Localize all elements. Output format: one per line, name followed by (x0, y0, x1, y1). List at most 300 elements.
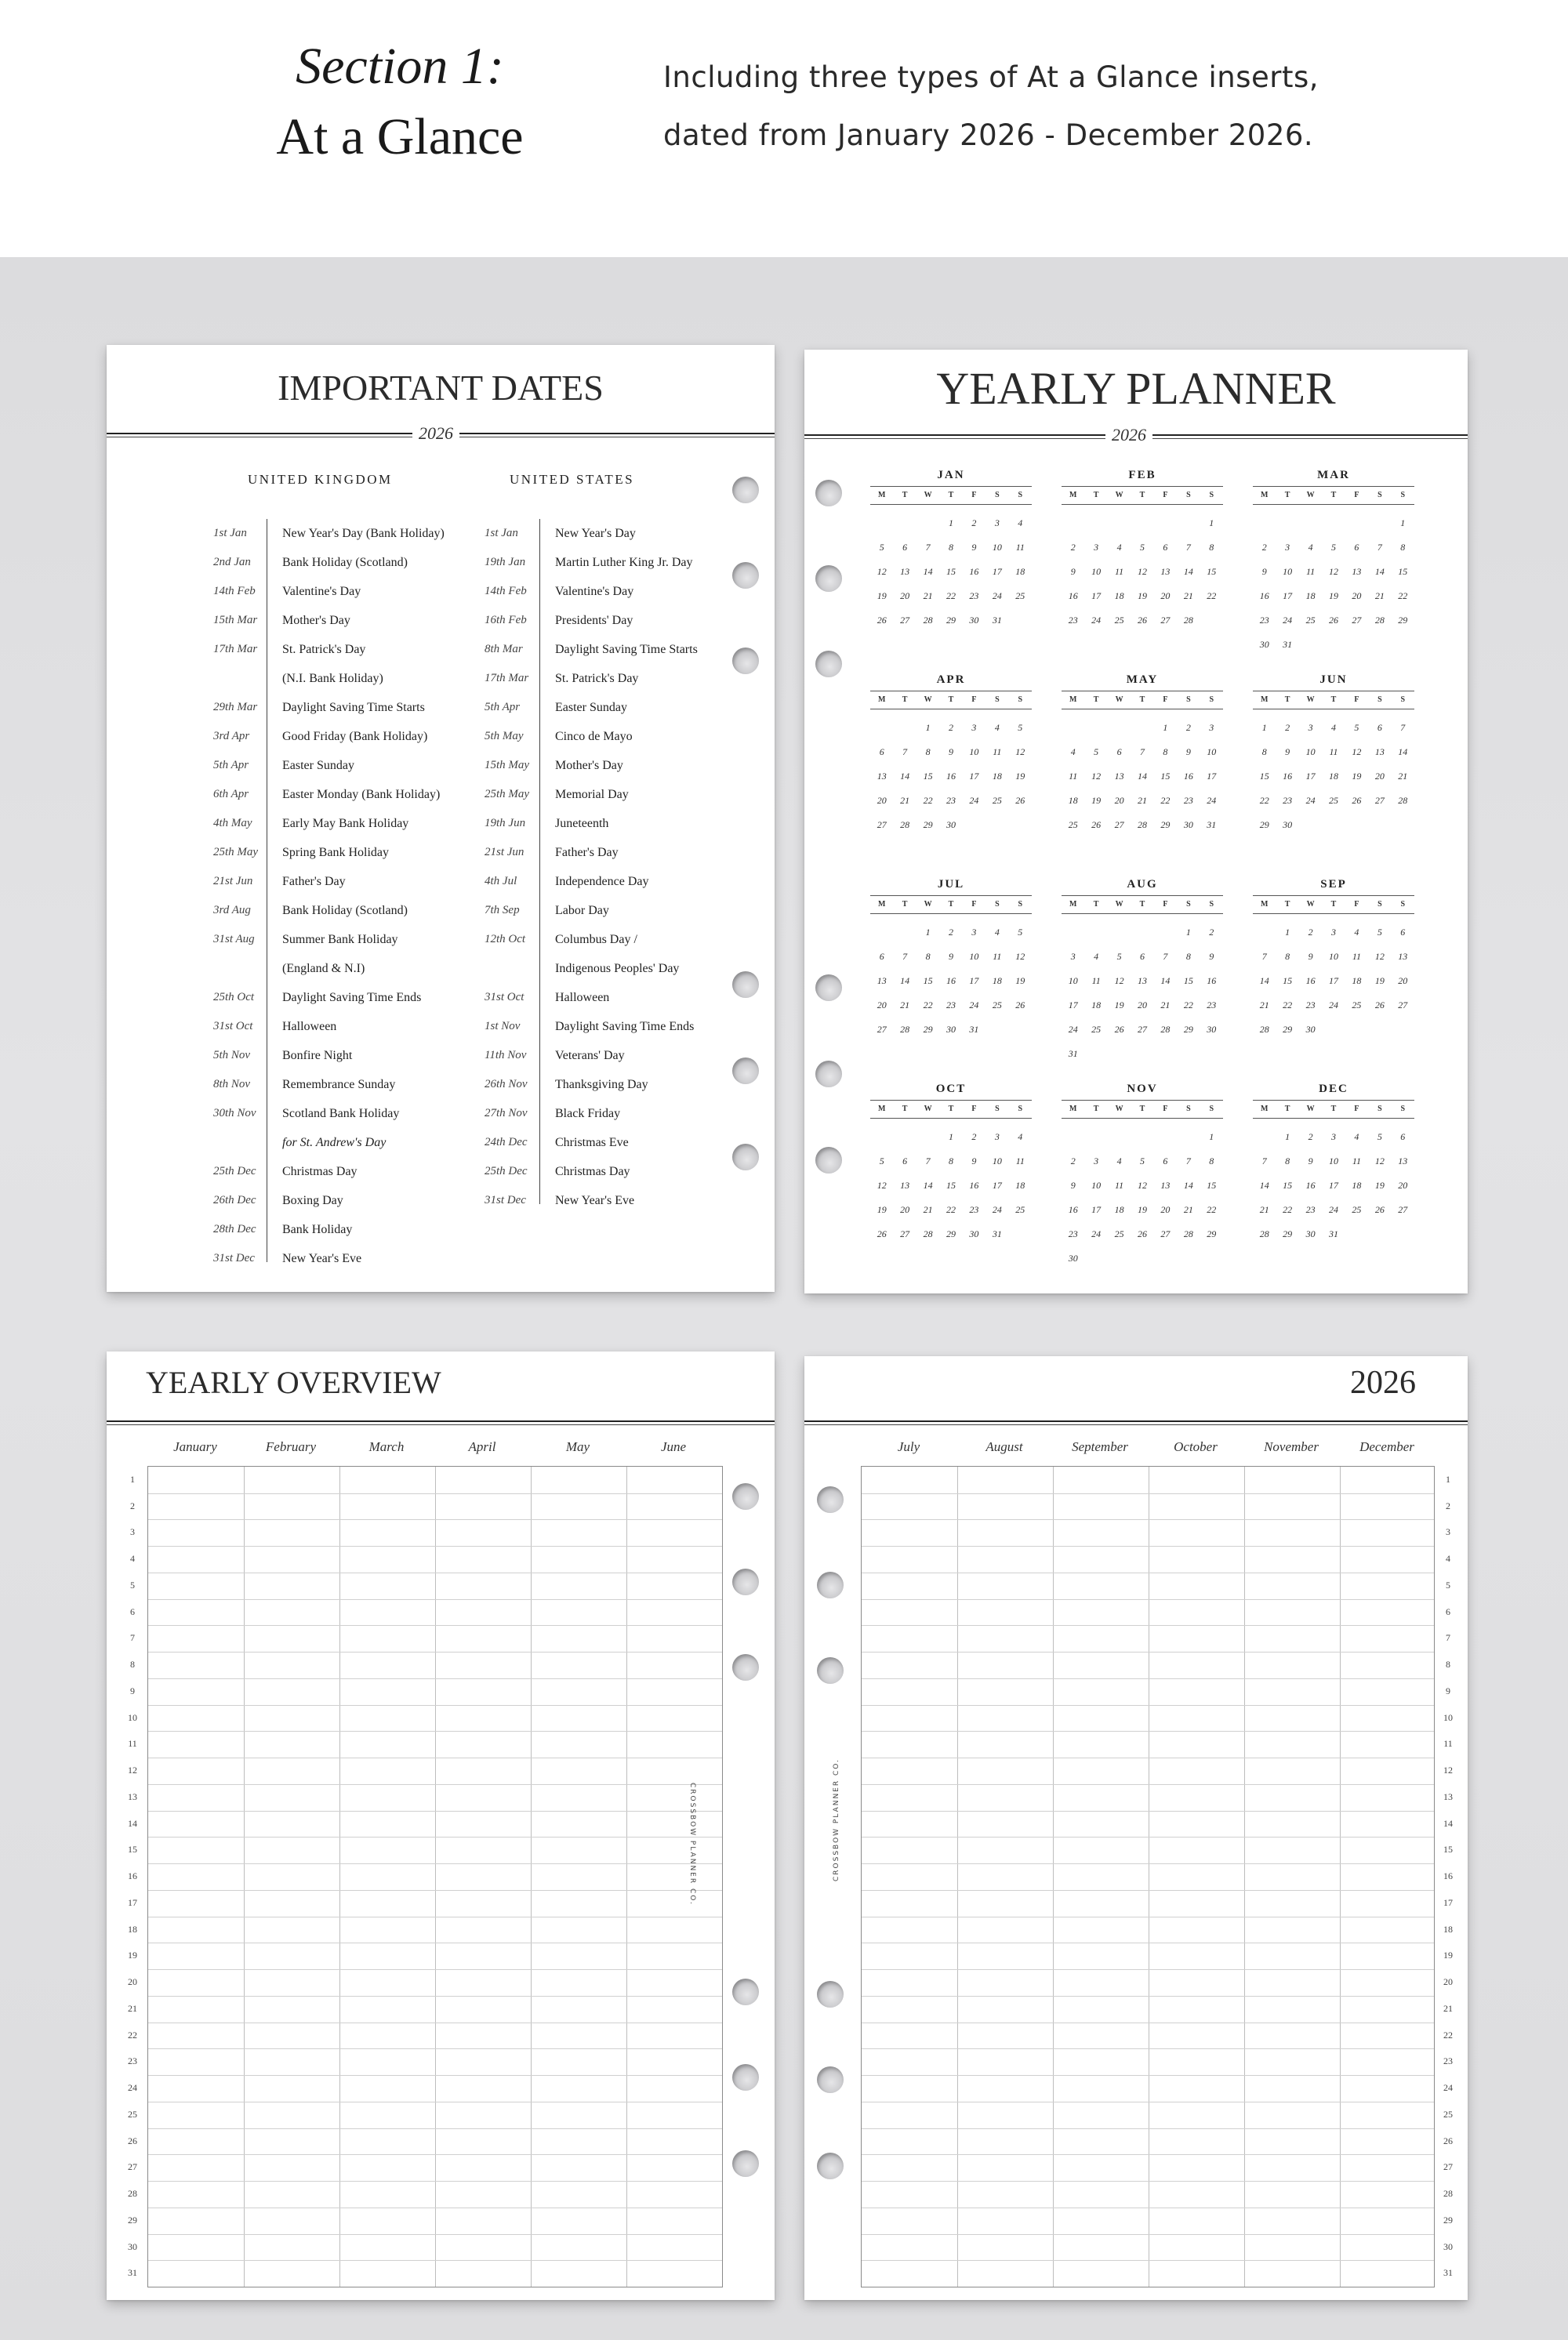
day-number: 28 (900, 819, 910, 830)
event-name: Cinco de Mayo (555, 730, 633, 743)
row-number: 20 (128, 1976, 137, 1988)
day-number: 18 (1114, 1204, 1124, 1215)
day-number: 15 (1183, 975, 1193, 986)
event-name: Early May Bank Holiday (282, 817, 409, 830)
day-number: 17 (1328, 975, 1338, 986)
date-text: 12th Oct (485, 933, 526, 945)
day-number: 12 (1374, 1155, 1385, 1166)
day-number: 28 (1259, 1024, 1269, 1035)
weekday-label: W (1115, 491, 1123, 499)
page-title: 2026 (1350, 1365, 1416, 1401)
grid-row-line (862, 1625, 1434, 1626)
day-number: 29 (1207, 1228, 1217, 1239)
section-name: At a Glance (276, 108, 524, 165)
us-date-row (485, 1070, 720, 1099)
day-number: 16 (1068, 590, 1078, 601)
grid-column-line (435, 1467, 436, 2287)
grid-row-line (148, 1546, 722, 1547)
day-number: 21 (1259, 1204, 1269, 1215)
row-number: 30 (128, 2240, 137, 2252)
day-number: 25 (1352, 999, 1362, 1010)
weekday-header (1062, 895, 1223, 914)
us-date-row (485, 1186, 720, 1215)
day-number: 4 (994, 722, 1000, 733)
day-number: 10 (992, 1155, 1002, 1166)
date-text: 17th Mar (213, 643, 258, 655)
day-number: 31 (992, 1228, 1002, 1239)
day-number: 9 (971, 542, 977, 553)
event-name: Bank Holiday (Scotland) (282, 904, 408, 917)
day-grid (870, 505, 1032, 633)
us-date-row (485, 809, 720, 838)
day-number: 4 (1070, 746, 1076, 757)
weekday-label: S (1186, 491, 1191, 499)
event-name: New Year's Eve (555, 1194, 635, 1207)
date-text: 4th May (213, 817, 252, 829)
row-number: 2 (130, 1500, 135, 1511)
day-blank (1084, 511, 1107, 535)
day-number: 29 (1398, 615, 1408, 626)
uk-date-row (213, 664, 472, 693)
day-number: 10 (969, 746, 979, 757)
grid-row-line (862, 1890, 1434, 1891)
row-number: 21 (128, 2002, 137, 2014)
date-text: 15th Mar (213, 614, 258, 626)
day-blank (1131, 920, 1153, 945)
weekday-header (1062, 486, 1223, 505)
day-blank (1253, 1125, 1276, 1149)
day-number: 7 (1139, 746, 1145, 757)
date-text: 25th Dec (213, 1165, 256, 1177)
day-number: 19 (1015, 771, 1025, 782)
day-number: 8 (948, 1155, 953, 1166)
day-number: 2 (1209, 927, 1214, 938)
date-text: 31st Oct (213, 1020, 253, 1032)
weekday-label: F (971, 491, 977, 499)
event-name: Summer Bank Holiday (282, 933, 398, 946)
day-number: 7 (902, 746, 908, 757)
weekday-label: S (1377, 1105, 1382, 1113)
row-number: 15 (128, 1844, 137, 1856)
day-number: 24 (969, 999, 979, 1010)
day-number: 9 (1185, 746, 1191, 757)
date-text: 5th Apr (485, 701, 521, 713)
title-rule-thin (107, 1424, 775, 1425)
row-number: 12 (1443, 1765, 1453, 1776)
day-number: 11 (993, 951, 1002, 962)
day-number: 23 (946, 795, 956, 806)
event-name: Indigenous Peoples' Day (555, 962, 680, 975)
description-line-1: Including three types of At a Glance inserts, (663, 60, 1319, 94)
day-number: 18 (992, 771, 1002, 782)
day-number: 25 (1305, 615, 1316, 626)
day-number: 14 (1398, 746, 1408, 757)
day-number: 16 (969, 566, 979, 577)
row-number: 1 (130, 1474, 135, 1485)
date-text: 28th Dec (213, 1223, 256, 1235)
date-text: 31st Dec (485, 1194, 526, 1206)
day-number: 31 (969, 1024, 979, 1035)
day-number: 30 (1259, 639, 1269, 650)
day-number: 31 (1328, 1228, 1338, 1239)
grid-row-line (862, 1519, 1434, 1520)
ring-hole (732, 2064, 759, 2091)
day-number: 19 (877, 1204, 887, 1215)
day-blank (1062, 511, 1084, 535)
weekday-label: S (1209, 1105, 1214, 1113)
day-number: 30 (969, 1228, 979, 1239)
day-number: 13 (1398, 951, 1408, 962)
day-number: 1 (925, 722, 931, 733)
event-name: Remembrance Sunday (282, 1078, 396, 1091)
day-number: 12 (1137, 566, 1147, 577)
event-name: Good Friday (Bank Holiday) (282, 730, 428, 743)
day-grid (1062, 709, 1223, 837)
day-number: 21 (923, 590, 933, 601)
us-date-row (485, 1041, 720, 1070)
month-header: August (985, 1439, 1023, 1454)
ring-hole (732, 477, 759, 503)
day-number: 14 (923, 566, 933, 577)
month-header: October (1174, 1439, 1218, 1454)
grid-row-line (862, 1784, 1434, 1785)
day-number: 24 (992, 590, 1002, 601)
grid-row-line (148, 1493, 722, 1494)
uk-date-row (213, 1128, 472, 1157)
weekday-label: T (948, 695, 954, 704)
day-number: 17 (992, 566, 1002, 577)
day-number: 26 (1137, 615, 1147, 626)
weekday-label: F (971, 1105, 977, 1113)
weekday-label: S (1186, 1105, 1191, 1113)
uk-date-row (213, 1041, 472, 1070)
day-number: 11 (1015, 542, 1025, 553)
uk-date-row (213, 780, 472, 809)
day-number: 26 (877, 615, 887, 626)
month-name: FEB (1128, 469, 1156, 481)
day-number: 23 (1259, 615, 1269, 626)
day-number: 11 (1329, 746, 1338, 757)
weekday-label: T (1139, 1105, 1145, 1113)
date-text: 25th May (213, 846, 259, 858)
day-number: 30 (969, 615, 979, 626)
row-number: 31 (128, 2267, 137, 2279)
weekday-label: T (902, 1105, 908, 1113)
day-number: 8 (1285, 951, 1290, 962)
day-number: 7 (1377, 542, 1382, 553)
day-blank (916, 1125, 939, 1149)
day-blank (1062, 716, 1084, 740)
date-text: 1st Nov (485, 1020, 521, 1032)
day-number: 4 (1354, 1131, 1359, 1142)
us-date-row (485, 896, 720, 925)
grid-row-line (148, 1599, 722, 1600)
date-text: 27th Nov (485, 1107, 528, 1119)
weekday-label: W (924, 491, 932, 499)
us-date-row (485, 867, 720, 896)
grid-row-line (862, 2234, 1434, 2235)
event-name: Daylight Saving Time Ends (555, 1020, 695, 1033)
day-number: 25 (992, 795, 1002, 806)
event-name: New Year's Day (Bank Holiday) (282, 527, 445, 540)
weekday-label: T (1284, 1105, 1290, 1113)
us-date-row (485, 635, 720, 664)
day-number: 13 (1374, 746, 1385, 757)
ring-hole (732, 2150, 759, 2177)
day-number: 11 (1352, 1155, 1361, 1166)
day-number: 21 (923, 1204, 933, 1215)
weekday-label: F (971, 695, 977, 704)
day-number: 15 (946, 1180, 956, 1191)
grid-row-line (862, 2260, 1434, 2261)
ring-hole (817, 1486, 844, 1513)
day-number: 30 (1283, 819, 1293, 830)
date-text: 8th Nov (213, 1078, 251, 1090)
month-name: NOV (1127, 1083, 1158, 1095)
day-blank (1154, 920, 1177, 945)
day-number: 17 (1091, 590, 1102, 601)
ring-hole (732, 1654, 759, 1681)
grid-row-line (148, 1625, 722, 1626)
date-text: 14th Feb (485, 585, 527, 597)
weekday-label: T (1093, 491, 1099, 499)
day-number: 14 (1259, 975, 1269, 986)
weekday-label: F (1163, 491, 1168, 499)
row-number: 24 (1443, 2082, 1453, 2094)
row-number: 27 (1443, 2161, 1453, 2173)
weekday-label: S (1018, 491, 1023, 499)
grid-row-line (862, 1731, 1434, 1732)
grid-row-line (148, 1811, 722, 1812)
day-blank (1154, 1125, 1177, 1149)
day-number: 19 (1137, 1204, 1147, 1215)
day-number: 19 (1091, 795, 1102, 806)
day-number: 21 (1374, 590, 1385, 601)
grid-column-line (531, 1467, 532, 2287)
day-number: 3 (971, 927, 977, 938)
event-name: Black Friday (555, 1107, 621, 1120)
day-number: 26 (1015, 795, 1025, 806)
event-name: St. Patrick's Day (282, 643, 366, 656)
row-number: 29 (1443, 2214, 1453, 2226)
grid-row-line (862, 1652, 1434, 1653)
day-number: 10 (1328, 1155, 1338, 1166)
day-number: 20 (877, 795, 887, 806)
day-number: 8 (1209, 542, 1214, 553)
day-number: 28 (1374, 615, 1385, 626)
day-number: 15 (923, 975, 933, 986)
day-number: 9 (971, 1155, 977, 1166)
event-name: Christmas Day (282, 1165, 358, 1178)
day-blank (1108, 920, 1131, 945)
weekday-label: S (995, 900, 1000, 909)
ring-hole (815, 651, 842, 677)
day-grid (870, 709, 1032, 837)
uk-date-row (213, 1215, 472, 1244)
day-number: 11 (1069, 771, 1078, 782)
day-number: 27 (900, 615, 910, 626)
day-number: 3 (1330, 1131, 1336, 1142)
day-number: 1 (1185, 927, 1191, 938)
month-name: JUL (937, 878, 965, 891)
uk-date-row (213, 519, 472, 548)
weekday-label: W (924, 1105, 932, 1113)
row-number: 17 (128, 1896, 137, 1908)
day-number: 19 (1114, 999, 1124, 1010)
us-date-row (485, 1099, 720, 1128)
day-number: 6 (902, 542, 908, 553)
day-number: 7 (1400, 722, 1406, 733)
event-name: Presidents' Day (555, 614, 633, 627)
day-number: 18 (1352, 975, 1362, 986)
event-name: Martin Luther King Jr. Day (555, 556, 693, 569)
weekday-label: S (1400, 695, 1406, 704)
day-number: 6 (1400, 927, 1406, 938)
row-number: 21 (1443, 2002, 1453, 2014)
day-number: 18 (1091, 999, 1102, 1010)
day-number: 22 (1398, 590, 1408, 601)
day-number: 28 (923, 1228, 933, 1239)
day-number: 17 (1328, 1180, 1338, 1191)
date-text: 30th Nov (213, 1107, 256, 1119)
day-number: 2 (1070, 542, 1076, 553)
month-name: MAR (1317, 469, 1350, 481)
day-number: 20 (1160, 590, 1171, 601)
day-number: 5 (1354, 722, 1359, 733)
day-blank (1062, 920, 1084, 945)
day-blank (1154, 511, 1177, 535)
ring-hole (817, 1981, 844, 2008)
day-number: 6 (879, 951, 884, 962)
day-blank (1108, 511, 1131, 535)
row-number: 11 (128, 1738, 137, 1750)
uk-heading: UNITED KINGDOM (248, 472, 393, 487)
section-number: Section 1: (296, 38, 504, 95)
month-header: November (1264, 1439, 1319, 1454)
weekday-header (1253, 486, 1414, 505)
day-number: 26 (1374, 1204, 1385, 1215)
us-date-row (485, 519, 720, 548)
day-number: 26 (1114, 1024, 1124, 1035)
uk-date-row (213, 751, 472, 780)
day-number: 21 (900, 795, 910, 806)
day-number: 12 (1137, 1180, 1147, 1191)
day-number: 29 (946, 1228, 956, 1239)
weekday-label: M (1069, 695, 1077, 704)
day-grid (1253, 914, 1414, 1042)
day-number: 8 (948, 542, 953, 553)
month-calendar (1253, 873, 1414, 1042)
weekday-label: S (1186, 695, 1191, 704)
day-grid (1253, 1119, 1414, 1246)
day-number: 4 (1116, 542, 1122, 553)
month-header: May (565, 1439, 590, 1454)
day-number: 21 (1137, 795, 1147, 806)
day-number: 25 (1114, 615, 1124, 626)
day-number: 15 (1207, 566, 1217, 577)
day-blank (870, 1125, 893, 1149)
day-number: 1 (1163, 722, 1168, 733)
us-date-row (485, 838, 720, 867)
month-header: March (368, 1439, 405, 1454)
row-number: 3 (1446, 1526, 1450, 1538)
month-name: APR (936, 673, 966, 686)
day-number: 3 (1094, 1155, 1099, 1166)
weekday-label: W (1306, 1105, 1315, 1113)
brand-mark: CROSSBOW PLANNER CO. (833, 1758, 840, 1881)
day-number: 8 (925, 746, 931, 757)
row-number: 9 (1446, 1685, 1450, 1696)
us-date-row (485, 983, 720, 1012)
uk-date-row (213, 1186, 472, 1215)
day-number: 29 (946, 615, 956, 626)
day-number: 27 (1160, 615, 1171, 626)
ring-hole (732, 1483, 759, 1510)
day-number: 3 (994, 517, 1000, 528)
day-number: 16 (1259, 590, 1269, 601)
day-number: 4 (1094, 951, 1099, 962)
date-text: 24th Dec (485, 1136, 528, 1148)
day-number: 31 (992, 615, 1002, 626)
day-number: 14 (900, 975, 910, 986)
day-number: 11 (1115, 1180, 1124, 1191)
month-calendar (1062, 1078, 1223, 1271)
day-blank (1084, 716, 1107, 740)
weekday-label: S (1186, 900, 1191, 909)
day-number: 6 (1163, 542, 1168, 553)
day-number: 29 (1283, 1228, 1293, 1239)
day-number: 25 (1091, 1024, 1102, 1035)
row-number: 20 (1443, 1976, 1453, 1988)
date-text: 4th Jul (485, 875, 517, 887)
month-header: January (173, 1439, 217, 1454)
day-number: 17 (969, 771, 979, 782)
row-number: 5 (130, 1579, 135, 1591)
event-name: Bonfire Night (282, 1049, 353, 1062)
day-number: 17 (969, 975, 979, 986)
day-number: 25 (1114, 1228, 1124, 1239)
day-number: 25 (1015, 590, 1025, 601)
month-header: June (660, 1439, 687, 1454)
grid-row-line (148, 1890, 722, 1891)
row-number: 26 (1443, 2135, 1453, 2146)
day-number: 16 (1183, 771, 1193, 782)
day-number: 27 (1137, 1024, 1147, 1035)
weekday-label: T (1139, 695, 1145, 704)
us-date-row (485, 606, 720, 635)
day-number: 10 (992, 542, 1002, 553)
uk-date-row (213, 867, 472, 896)
day-blank (1253, 920, 1276, 945)
weekday-header (1253, 691, 1414, 709)
grid-row-line (148, 1652, 722, 1653)
grid-row-line (862, 2048, 1434, 2049)
day-number: 26 (877, 1228, 887, 1239)
day-number: 28 (900, 1024, 910, 1035)
day-number: 17 (1283, 590, 1293, 601)
grid-column-line (1244, 1467, 1245, 2287)
grid-row-line (862, 1996, 1434, 1997)
month-name: MAY (1126, 673, 1159, 686)
day-blank (1084, 1125, 1107, 1149)
weekday-label: W (1306, 491, 1315, 499)
day-number: 6 (1377, 722, 1382, 733)
event-name: Easter Monday (Bank Holiday) (282, 788, 441, 801)
day-number: 6 (1116, 746, 1122, 757)
grid-row-line (862, 1863, 1434, 1864)
row-number: 14 (128, 1817, 137, 1829)
weekday-label: T (1284, 900, 1290, 909)
